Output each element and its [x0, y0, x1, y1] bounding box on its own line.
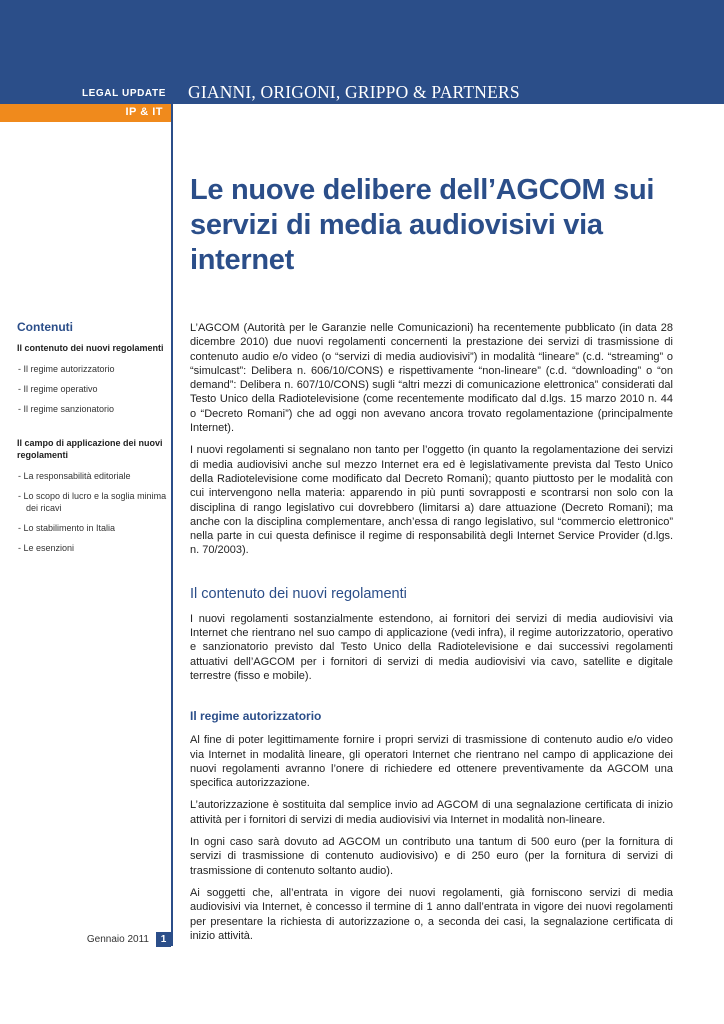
section-paragraph: I nuovi regolamenti sostanzialmente estendono, ai fornitori dei servizi di media audiovisivi via Internet che rientrano nel suo campo di applicazione (vedi infra), il regime autorizzatorio, operativo e sanzionatorio previsto dal Testo Unico della Radiotelevisione e dai successivi regolamenti attuativi dell’AGCOM per i fornitori di servizi di media audiovisivi via cavo, satellite e digitale terrestre (fisso e mobile). — [190, 612, 673, 682]
contents-group-heading[interactable]: Il campo di applicazione dei nuovi regolamenti — [17, 438, 163, 460]
section-tag-label: IP & IT — [125, 106, 163, 118]
document-title: Le nuove delibere dell’AGCOM sui servizi di media audiovisivi via internet — [190, 174, 655, 276]
subsection-paragraph: L’autorizzazione è sostituita dal semplice invio ad AGCOM di una segnalazione certificata di inizio attività per i fornitori di servizi di media audiovisivi via Internet in modalità non-lineare. — [190, 799, 673, 826]
legal-update-label: LEGAL UPDATE — [81, 88, 166, 99]
intro-paragraph: I nuovi regolamenti si segnalano non tanto per l’oggetto (in quanto la regolamentazione dei servizi di media audiovisivi anche sul mezzo Internet era ed è legislativamente prevista dal Testo Unico della Radiotelevisione come modificato dal Decreto Romani); quanto piuttosto per le modalità con cui intervengono nella materia: apparendo in più punti sovrapposti e scontrarsi non solo con la disciplina di rango legislativo cui dovrebbero (limitarsi a) dare attuazione (Decreto Romani); ma anche con la disciplina complementare, anch’essa di rango legislativo, sul “commercio elettronico” nella parte in cui questa definisce il regime di responsabilità degli Internet Service Provider (d.lgs. n. 70/2003). — [190, 444, 673, 557]
contents-group-heading[interactable]: Il contenuto dei nuovi regolamenti — [17, 343, 164, 353]
section-heading: Il contenuto dei nuovi regolamenti — [190, 585, 407, 602]
vertical-divider — [171, 0, 173, 946]
contents-item[interactable]: - Lo scopo di lucro e la soglia minima dei ricavi — [18, 491, 167, 513]
subsection-paragraph: Ai soggetti che, all’entrata in vigore dei nuovi regolamenti, già forniscono servizi di media audiovisivi via Internet, è concesso il termine di 1 anno dall’entrata in vigore dei nuovi regolamenti per presentare la richiesta di autorizzazione o, a seconda dei casi, la segnalazione certificata di inizio attività. — [190, 886, 673, 942]
footer-date: Gennaio 2011 — [86, 934, 149, 945]
contents-item[interactable]: - Il regime sanzionatorio — [18, 404, 115, 414]
subsection-paragraph: In ogni caso sarà dovuto ad AGCOM un contributo una tantum di 500 euro (per la fornitura di servizi di trasmissione di contenuto audiovisivo) e di 250 euro (per la fornitura di servizi di trasmissione di contenuto soltanto audio). — [190, 836, 673, 877]
contents-item[interactable]: - Il regime operativo — [18, 384, 98, 394]
subsection-heading: Il regime autorizzatorio — [190, 709, 322, 724]
contents-title: Contenuti — [17, 320, 73, 334]
article-body — [190, 321, 673, 951]
contents-item[interactable]: - Il regime autorizzatorio — [18, 364, 115, 374]
subsection-paragraph: Al fine di poter legittimamente fornire i propri servizi di trasmissione di contenuto audio e/o video via Internet in modalità lineare, gli operatori Internet che rientrano nel campo di applicazione dei nuovi regolamenti avranno l’onere di richiedere ed ottenere preventivamente da AGCOM una specifica autorizzazione. — [190, 734, 673, 790]
contents-item[interactable]: - La responsabilità editoriale — [18, 471, 131, 481]
section-tag — [0, 104, 171, 122]
page-number: 1 — [156, 932, 171, 947]
contents-sidebar — [17, 320, 169, 562]
firm-name: GIANNI, ORIGONI, GRIPPO & PARTNERS — [188, 82, 520, 102]
contents-item[interactable]: - Lo stabilimento in Italia — [18, 523, 116, 533]
contents-item[interactable]: - Le esenzioni — [18, 543, 75, 553]
intro-paragraph: L’AGCOM (Autorità per le Garanzie nelle Comunicazioni) ha recentemente pubblicato (in data 28 dicembre 2010) due nuovi regolamenti concernenti la prestazione dei servizi di trasmissione di contenuto audio e/o video (o “servizi di media audiovisivi”) in modalità “lineare” (c.d. “streaming” o “simulcast”: Delibera n. 606/10/CONS) e rispettivamente “non-lineare” (c.d. “downloading” o “on demand”: Delibera n. 607/10/CONS) sugli “altri mezzi di comunicazione elettronica” considerati dal Testo Unico della Radiotelevisione (come recentemente modificato dal d.lgs. 15 marzo 2010 n. 44 o “Decreto Romani”) che ad oggi non avevano ancora trovato regolamentazione (principalmente Internet). — [190, 322, 673, 435]
